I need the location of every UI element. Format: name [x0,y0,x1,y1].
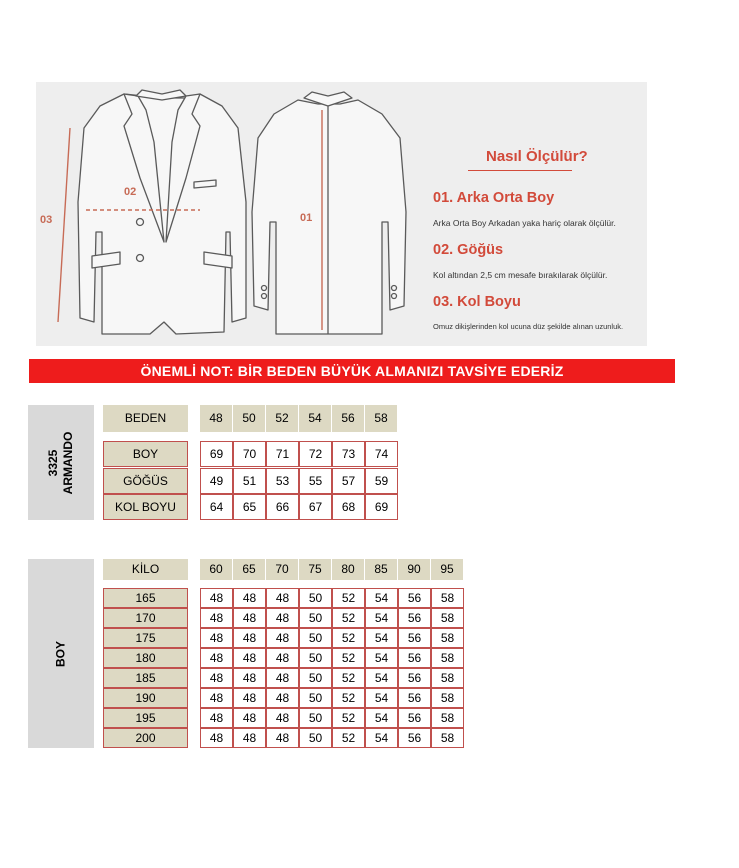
weight-value-cell: 54 [365,668,398,688]
weight-value-cell: 56 [398,648,431,668]
weight-value-cell: 48 [266,588,299,608]
size-value-cell: 71 [266,441,299,467]
weight-value-cell: 58 [431,728,464,748]
weight-value-cell: 48 [266,708,299,728]
weight-value-cell: 58 [431,588,464,608]
weight-value-cell: 48 [233,708,266,728]
weight-value-cell: 48 [266,608,299,628]
weight-value-cell: 54 [365,608,398,628]
weight-value-cell: 48 [200,628,233,648]
step-3-heading: 03. Kol Boyu [433,294,521,310]
weight-value-cell: 48 [233,608,266,628]
weight-value-cell: 58 [431,668,464,688]
weight-value-cell: 52 [332,588,365,608]
weight-value-cell: 48 [266,688,299,708]
size-value-cell: 69 [365,494,398,520]
size-value-cell: 65 [233,494,266,520]
size-header-cell: 50 [233,405,265,432]
size-value-cell: 70 [233,441,266,467]
weight-value-cell: 58 [431,648,464,668]
weight-value-cell: 52 [332,628,365,648]
step-2-heading: 02. Göğüs [433,242,504,258]
size-value-cell: 66 [266,494,299,520]
weight-value-cell: 54 [365,688,398,708]
size-value-cell: 69 [200,441,233,467]
size-value-cell: 57 [332,468,365,494]
weight-value-cell: 54 [365,648,398,668]
height-row-label: 185 [103,668,188,688]
size-value-cell: 74 [365,441,398,467]
weight-value-cell: 48 [233,628,266,648]
weight-value-cell: 50 [299,668,332,688]
weight-value-cell: 52 [332,648,365,668]
step-3-desc: Omuz dikişlerinden kol ucuna düz şekilde alınan uzunluk. [433,322,624,331]
weight-header-cell: 70 [266,559,298,580]
weight-value-cell: 48 [233,588,266,608]
height-row-label: 165 [103,588,188,608]
height-row-label: 200 [103,728,188,748]
weight-value-cell: 48 [233,688,266,708]
weight-value-cell: 58 [431,608,464,628]
model-name: ARMANDO [61,431,75,494]
chest-marker: 02 [124,186,137,198]
weight-value-cell: 48 [266,668,299,688]
size-value-cell: 55 [299,468,332,494]
weight-value-cell: 56 [398,688,431,708]
height-row-label: 190 [103,688,188,708]
size-header-cell: 54 [299,405,331,432]
weight-header-cell: 85 [365,559,397,580]
weight-value-cell: 48 [200,728,233,748]
size-header-cell: 58 [365,405,397,432]
size-value-cell: 49 [200,468,233,494]
weight-value-cell: 56 [398,608,431,628]
weight-value-cell: 54 [365,628,398,648]
weight-value-cell: 52 [332,608,365,628]
step-1-desc: Arka Orta Boy Arkadan yaka hariç olarak ölçülür. [433,218,616,228]
weight-value-cell: 50 [299,708,332,728]
size-row-label: KOL BOYU [103,494,188,520]
weight-value-cell: 48 [200,608,233,628]
step-1-heading: 01. Arka Orta Boy [433,190,555,206]
weight-value-cell: 54 [365,728,398,748]
weight-value-cell: 48 [200,668,233,688]
weight-value-cell: 56 [398,628,431,648]
back-length-marker: 01 [300,212,313,224]
size-value-cell: 59 [365,468,398,494]
size-value-cell: 72 [299,441,332,467]
weight-value-cell: 48 [200,708,233,728]
weight-value-cell: 48 [233,648,266,668]
size-value-cell: 51 [233,468,266,494]
weight-value-cell: 50 [299,608,332,628]
jacket-illustration [36,82,647,346]
weight-value-cell: 54 [365,708,398,728]
weight-header-cell: 75 [299,559,331,580]
weight-value-cell: 48 [266,648,299,668]
howto-title: Nasıl Ölçülür? [486,148,588,165]
size-value-cell: 68 [332,494,365,520]
weight-value-cell: 52 [332,728,365,748]
model-code: 3325 [46,449,60,476]
weight-value-cell: 54 [365,588,398,608]
size-value-cell: 53 [266,468,299,494]
weight-value-cell: 50 [299,728,332,748]
weight-value-cell: 48 [200,688,233,708]
weight-value-cell: 48 [200,588,233,608]
size-row-label: BOY [103,441,188,467]
weight-table-side-label [28,559,94,748]
weight-value-cell: 50 [299,588,332,608]
size-value-cell: 67 [299,494,332,520]
weight-value-cell: 58 [431,708,464,728]
step-2-desc: Kol altından 2,5 cm mesafe bırakılarak ölçülür. [433,270,608,280]
weight-value-cell: 48 [200,648,233,668]
height-axis-label: BOY [53,640,68,667]
size-header-label: BEDEN [103,405,188,432]
weight-header-cell: 60 [200,559,232,580]
weight-header-cell: 95 [431,559,463,580]
important-note: ÖNEMLİ NOT: BİR BEDEN BÜYÜK ALMANIZI TAVSİYE EDERİZ [29,359,675,383]
weight-value-cell: 50 [299,648,332,668]
weight-header-cell: 90 [398,559,430,580]
size-header-cell: 56 [332,405,364,432]
size-row-label: GÖĞÜS [103,468,188,494]
weight-value-cell: 48 [266,628,299,648]
size-table-side-label [28,405,94,520]
weight-value-cell: 48 [233,668,266,688]
height-row-label: 170 [103,608,188,628]
weight-value-cell: 56 [398,668,431,688]
howto-underline [468,170,572,171]
weight-header-cell: 65 [233,559,265,580]
measurement-diagram [36,82,647,346]
sleeve-marker: 03 [40,214,53,226]
size-value-cell: 64 [200,494,233,520]
weight-value-cell: 50 [299,628,332,648]
weight-value-cell: 52 [332,668,365,688]
weight-header-label: KİLO [103,559,188,580]
size-header-cell: 52 [266,405,298,432]
weight-value-cell: 56 [398,708,431,728]
sleeve-length-line [58,128,70,322]
height-row-label: 195 [103,708,188,728]
weight-value-cell: 50 [299,688,332,708]
weight-value-cell: 48 [266,728,299,748]
size-value-cell: 73 [332,441,365,467]
weight-value-cell: 56 [398,588,431,608]
weight-value-cell: 48 [233,728,266,748]
weight-value-cell: 52 [332,708,365,728]
size-header-cell: 48 [200,405,232,432]
height-row-label: 180 [103,648,188,668]
weight-header-cell: 80 [332,559,364,580]
weight-value-cell: 52 [332,688,365,708]
weight-value-cell: 58 [431,628,464,648]
height-row-label: 175 [103,628,188,648]
weight-value-cell: 58 [431,688,464,708]
weight-value-cell: 56 [398,728,431,748]
